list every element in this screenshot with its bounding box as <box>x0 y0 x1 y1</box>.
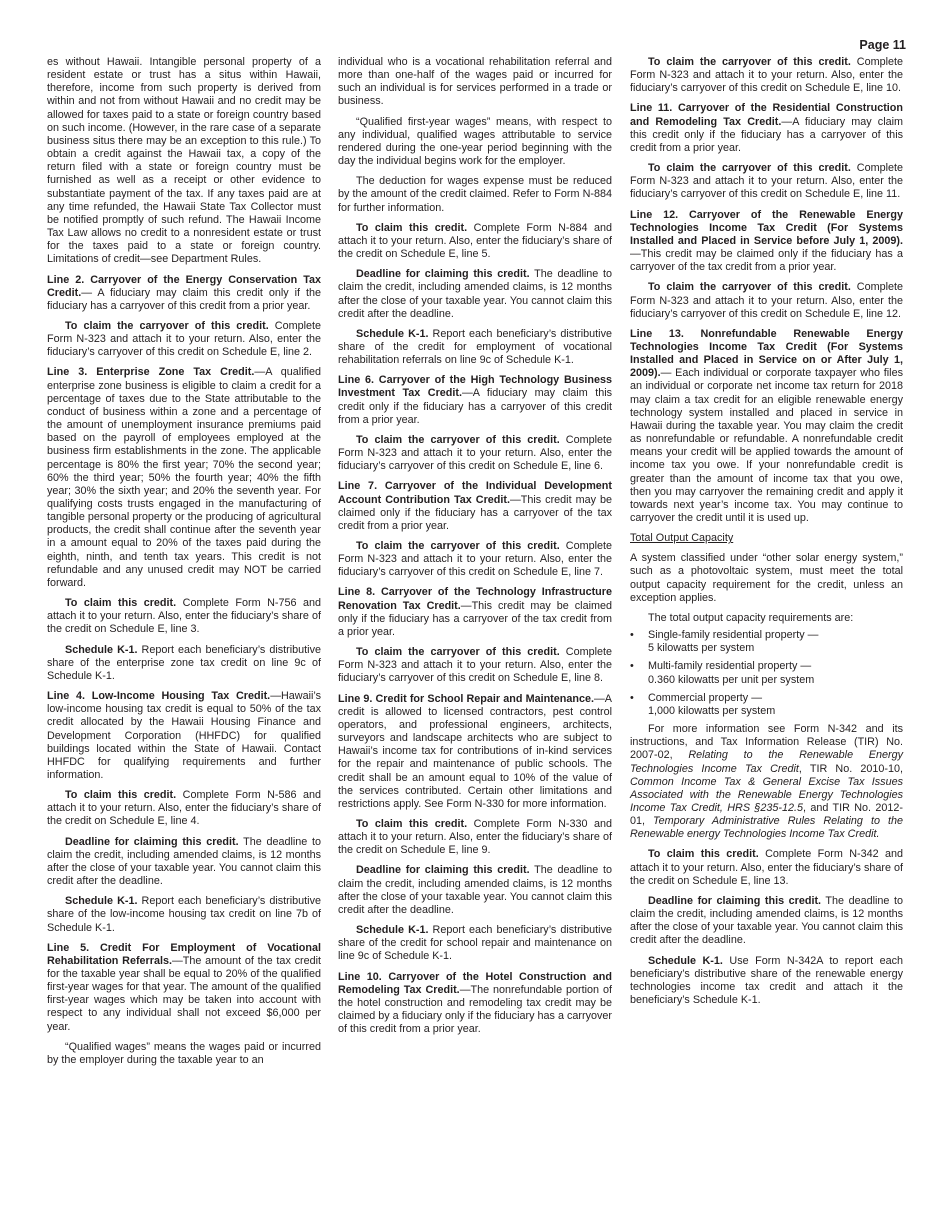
line-2-heading: Line 2. Carryover of the Energy Conservation Tax Credit. <box>47 273 321 299</box>
line-12-claim-heading: To claim the carryover of this credit. <box>648 281 851 294</box>
line-4-claim <box>47 789 321 828</box>
line-7-text: —This credit may be claimed only if the fiduciary has a carryover of the tax credit from a prior year. <box>338 493 612 532</box>
bullet-line-2: 1,000 kilowatts per system <box>648 704 776 717</box>
section-line-5 <box>47 942 321 1034</box>
line-10-claim-heading: To claim the carryover of this credit. <box>648 56 851 68</box>
total-output-capacity-title: Total Output Capacity <box>630 532 734 545</box>
line-11-claim-heading: To claim the carryover of this credit. <box>648 162 851 175</box>
line-9-deadline-text: The deadline to claim the credit, including amended claims, is 12 months after the close of your taxable year. You cannot claim this credit after the deadline. <box>338 864 612 916</box>
section-line-2 <box>47 274 321 313</box>
section-line-7 <box>338 480 612 533</box>
line-4-claim-heading: To claim this credit. <box>65 789 177 802</box>
total-output-capacity-heading <box>630 532 903 545</box>
line-3-text: —A qualified enterprise zone business is eligible to claim a credit for a percentage of taxes due to the State attributable to the conduct of business within a zone and a percentage of the amount of unemployment insurance premiums paid based on the payroll of employees employed at the business firm establishments in the zone. The applicable percentage is 80% the first year; 70% the second year; 60% the third year; 50% the fourth year; 40% the fifth year; 30% the sixth year; and 20% the seventh year. For qualifying costs trusts engaged in the manufacturing of tangible personal property or the producing of agricultural products, the credit shall continue after the seventh year in a amount equal to 20% of the taxes paid during the eighth, ninth, and tenth tax years. This credit is not refundable and any unused credit may NOT be carried forward. <box>47 366 322 589</box>
line-4-deadline <box>47 836 321 889</box>
bullet-line-2: 0.360 kilowatts per unit per system <box>648 673 815 686</box>
section-line-8 <box>338 586 612 639</box>
line-5-text: —The amount of the tax credit for the taxable year shall be equal to 20% of the qualified first-year wages for that year. The amount of the qualified first-year wages which may be taken into account with respect to any individual shall not exceed $6,000 per year. <box>47 954 322 1033</box>
line-3-k1-text: Report each beneficiary’s distributive share of the enterprise zone tax credit on line 9c of Schedule K-1. <box>47 643 321 682</box>
line-4-k1-heading: Schedule K-1. <box>65 895 138 908</box>
line-6-claim-heading: To claim the carryover of this credit. <box>356 433 560 446</box>
line-9-claim-heading: To claim this credit. <box>356 817 468 830</box>
line-13-heading: Line 13. Nonrefundable Renewable Energy Technologies Income Tax Credit (For Systems Installed and Placed in Service on or After July 1, 2009). <box>630 327 903 380</box>
line-13-deadline-heading: Deadline for claiming this credit. <box>648 894 822 907</box>
line-10-text: —The nonrefundable portion of the hotel construction and remodeling tax credit may be claimed by a fiduciary only if the fiduciary has a carryover of this credit from a prior year. <box>338 983 612 1036</box>
line-6-heading: Line 6. Carryover of the High Technology Business Investment Tax Credit. <box>338 374 612 400</box>
line-8-heading: Line 8. Carryover of the Technology Infrastructure Renovation Tax Credit. <box>338 586 612 612</box>
line-7-claim-heading: To claim the carryover of this credit. <box>356 540 560 552</box>
line-4-schedule-k1 <box>47 895 321 934</box>
line-9-heading: Line 9. Credit for School Repair and Maintenance. <box>338 692 594 705</box>
line-12-text: —This credit may be claimed only if the fiduciary has a carryover of the tax credit from a prior year. <box>630 248 903 274</box>
line-13-text: — Each individual or corporate taxpayer who files an individual or corporate net income tax return for 2018 may claim a tax credit for an eligible renewable energy technology system installed and placed in service in Hawaii during the taxable year. You may claim the credit as nonrefundable or refundable. A nonrefundable credit means your credit will be applied towards the amount of income tax you owe. If your nonrefundable credit is greater than the amount of income tax that you owe, then you may carryover the remaining credit and apply it towards next year’s income tax. You may continue to carryover the credit until it is used up. <box>630 367 903 524</box>
line-2-claim-text: Complete Form N-323 and attach it to your return. Also, enter the fiduciary’s carryover of this credit on Schedule E, line 2. <box>47 319 321 359</box>
line-10-claim <box>630 56 903 95</box>
line-3-claim-text: Complete Form N-756 and attach it to your return. Also, enter the fiduciary’s share of the credit on Schedule E, line 3. <box>47 597 322 636</box>
line-5-claim-text: Complete Form N-884 and attach it to your return. Also, enter the fiduciary’s share of the credit on Schedule E, line 5. <box>338 221 613 261</box>
line-4-claim-text: Complete Form N-586 and attach it to your return. Also, enter the fiduciary’s share of the credit on Schedule E, line 4. <box>47 789 322 828</box>
line-3-claim <box>47 597 321 636</box>
line-4-heading: Line 4. Low-Income Housing Tax Credit. <box>47 690 271 703</box>
line-6-claim <box>338 434 612 473</box>
line-5-claim-heading: To claim this credit. <box>356 221 468 234</box>
line-9-deadline <box>338 864 612 917</box>
line-13-claim <box>630 848 903 887</box>
more-information <box>630 723 903 841</box>
tir-2007-02-title: Relating to the Renewable Energy Technologies Income Tax Credit <box>630 749 903 775</box>
line-8-claim-heading: To claim the carryover of this credit. <box>356 646 560 659</box>
line-12-claim <box>630 281 903 320</box>
line-8-text: —This credit may be claimed only if the fiduciary has a carryover of the tax credit from a prior year. <box>338 599 612 638</box>
bullet-line-1: Multi-family residential property — <box>648 660 812 673</box>
line-5-claim <box>338 222 612 261</box>
line-13-schedule-k1 <box>630 955 903 1008</box>
line-5-qualified-wages: “Qualified wages” means the wages paid or incurred by the employer during the taxable year to an <box>47 1040 321 1066</box>
line-4-deadline-text: The deadline to claim the credit, including amended claims, is 12 months after the close of your taxable year. You cannot claim this credit after the deadline. <box>47 835 321 888</box>
line-5-k1-text: Report each beneficiary’s distributive share of the credit for employment of vocational rehabilitation referrals on line 9c of Schedule K-1. <box>338 327 612 367</box>
more-info-text-a: For more information see Form N-342 and its instructions, and Tax Information Release (TIR) No. 2007-02, <box>630 723 903 762</box>
line-13-k1-text: Use Form N-342A to report each beneficiary’s distributive share of the renewable energy technologies income tax credit and attach it the beneficiary’s Schedule K-1. <box>630 954 903 1006</box>
section-line-11 <box>630 102 903 155</box>
section-line-12 <box>630 209 903 275</box>
section-line-13 <box>630 328 903 525</box>
list-item <box>630 629 903 655</box>
line-13-deadline-text: The deadline to claim the credit, including amended claims, is 12 months after the close of your taxable year. You cannot claim this credit after the deadline. <box>630 894 903 947</box>
bullet-line-1: Single-family residential property — <box>648 629 819 642</box>
line-7-heading: Line 7. Carryover of the Individual Development Account Contribution Tax Credit. <box>338 480 612 506</box>
line-3-k1-heading: Schedule K-1. <box>65 643 138 656</box>
line-8-claim-text: Complete Form N-323 and attach it to your return. Also, enter the fiduciary’s carryover of this credit on Schedule E, line 8. <box>338 646 612 685</box>
total-output-capacity-intro: A system classified under “other solar energy system,” such as a photovoltaic system, must meet the total output capacity requirement for the credit, unless an exception applies. <box>630 552 903 604</box>
line-10-heading: Line 10. Carryover of the Hotel Construction and Remodeling Tax Credit. <box>338 970 612 996</box>
capacity-requirements-list <box>630 629 903 718</box>
line-13-claim-text: Complete Form N-342 and attach it to your return. Also, enter the fiduciary’s share of the credit on Schedule E, line 13. <box>630 848 903 887</box>
bullet-line-2: 5 kilowatts per system <box>648 642 755 655</box>
line-5-schedule-k1 <box>338 328 612 367</box>
line-5-deadline <box>338 268 612 321</box>
line-11-heading: Line 11. Carryover of the Residential Construction and Remodeling Tax Credit. <box>630 102 903 128</box>
line-10-claim-text: Complete Form N-323 and attach it to your return. Also, enter the fiduciary’s carryover of this credit on Schedule E, line 10. <box>630 56 903 95</box>
line-7-claim <box>338 540 612 579</box>
section-line-9 <box>338 693 612 811</box>
line-5-deduction: The deduction for wages expense must be reduced by the amount of the credit claimed. Refer to Form N-884 for further information. <box>338 175 612 214</box>
section-line-6 <box>338 374 612 427</box>
line-2-text: — A fiduciary may claim this credit only if the fiduciary has a carryover of this credit from a prior year. <box>47 286 321 312</box>
line-5-heading: Line 5. Credit For Employment of Vocational Rehabilitation Referrals. <box>47 941 321 967</box>
line-3-schedule-k1 <box>47 644 321 683</box>
line-9-k1-heading: Schedule K-1. <box>356 924 429 937</box>
line-13-deadline <box>630 895 903 948</box>
line-5-continued: individual who is a vocational rehabilitation referral and more than one-half of the wages paid or incurred for such an individual is for services performed in a trade or business. <box>338 56 612 108</box>
section-line-3 <box>47 366 321 590</box>
line-3-claim-heading: To claim this credit. <box>65 597 177 610</box>
line-4-deadline-heading: Deadline for claiming this credit. <box>65 835 239 848</box>
line-5-deadline-heading: Deadline for claiming this credit. <box>356 268 530 281</box>
section-line-10 <box>338 971 612 1037</box>
line-9-deadline-heading: Deadline for claiming this credit. <box>356 864 530 877</box>
list-item <box>630 660 903 686</box>
line-9-schedule-k1 <box>338 924 612 963</box>
column-2 <box>338 56 612 1043</box>
line-4-k1-text: Report each beneficiary’s distributive share of the low-income housing tax credit on line 7b of Schedule K-1. <box>47 895 321 934</box>
line-6-claim-text: Complete Form N-323 and attach it to your return. Also, enter the fiduciary’s carryover of this credit on Schedule E, line 6. <box>338 433 612 473</box>
tir-2010-10-title: Common Income Tax & General Excise Tax Issues Associated with the Renewable Energy Technologies Income Tax Credit, HRS §235-12.5 <box>630 775 903 814</box>
page-number: Page 11 <box>859 38 906 52</box>
list-item <box>630 692 903 718</box>
line-6-text: —A fiduciary may claim this credit only if the fiduciary has a carryover of this credit from a prior year. <box>338 387 612 426</box>
paragraph-foreign-tax-credit: es without Hawaii. Intangible personal property of a resident estate or trust has a situs within Hawaii, therefore, income from such property is derived from within and not from without Hawaii and no credit may be allowed for taxes paid to a state or foreign country based on such income. (However, in the rare case of a separate business situs there may be an exception to this rule.) To obtain a credit against the Hawaii tax, a copy of the return filed with a state or foreign country must be furnished as well as a receipt or other evidence to substantiate payment of the tax. If any taxes paid are at any time refunded, the Hawaii State Tax Collector must be notified promptly of such refund. The Hawaii Income Tax Law allows no credit to a nonresident estate or trust for the taxes paid to a state or foreign country. Limitations of credit—see Department Rules. <box>47 56 321 266</box>
line-5-first-year-wages: “Qualified first-year wages” means, with respect to any individual, qualified wages attributable to service rendered during the one-year period beginning with the day the individual begins work for the employer. <box>338 115 612 168</box>
column-3 <box>630 56 903 1014</box>
line-7-claim-text: Complete Form N-323 and attach it to your return. Also, enter the fiduciary’s carryover of this credit on Schedule E, line 7. <box>338 540 612 579</box>
line-13-claim-heading: To claim this credit. <box>648 848 759 861</box>
line-2-claim-heading: To claim the carryover of this credit. <box>65 319 269 332</box>
tir-2012-01-title: Temporary Administrative Rules Relating to the Renewable energy Technologies Income Tax Credit. <box>630 815 904 841</box>
line-2-claim <box>47 320 321 359</box>
line-12-heading: Line 12. Carryover of the Renewable Energy Technologies Income Tax Credit (For Systems Installed and Placed in Service before July 1, 2009). <box>630 208 903 247</box>
total-output-capacity-requirements: The total output capacity requirements are: <box>648 611 854 624</box>
line-3-heading: Line 3. Enterprise Zone Tax Credit. <box>47 366 255 379</box>
line-11-text: —A fiduciary may claim this credit only if the fiduciary has a carryover of this credit from a prior year. <box>630 115 903 154</box>
line-9-claim <box>338 818 612 857</box>
section-line-4 <box>47 690 321 782</box>
more-info-text-e: , and TIR No. 2012-01, <box>630 801 903 828</box>
line-9-text: —A credit is allowed to licensed contractors, pest control operators, and professional engineers, architects, surveyors and landscape architects who are subject to Hawaii’s income tax for contributions of in-kind services for the repair and maintenance of public schools. The credit shall be an amount equal to 10% of the value of the services contributed. Certain other limitations and restrictions apply. See Form N-330 for more information. <box>338 692 612 810</box>
bullet-line-1: Commercial property — <box>648 691 762 704</box>
column-1 <box>47 56 321 1074</box>
line-9-k1-text: Report each beneficiary’s distributive share of the credit for school repair and maintenance on line 9c of Schedule K-1. <box>338 924 612 963</box>
line-13-k1-heading: Schedule K-1. <box>648 954 723 967</box>
line-5-k1-heading: Schedule K-1. <box>356 327 429 340</box>
more-info-text-c: , TIR No. 2010-10, <box>798 762 903 775</box>
line-11-claim-text: Complete Form N-323 and attach it to your return. Also, enter the fiduciary’s carryover of this credit on Schedule E, line 11. <box>630 162 903 201</box>
line-4-text: —Hawaii’s low-income housing tax credit is equal to 50% of the tax credit allocated by the Hawaii Housing Finance and Development Corporation (HHFDC) for qualified buildings located within the State of Hawaii. Contact HHFDC for qualifying requirements and further information. <box>47 690 321 781</box>
line-11-claim <box>630 162 903 201</box>
line-12-claim-text: Complete Form N-323 and attach it to your return. Also, enter the fiduciary’s carryover of this credit on Schedule E, line 12. <box>630 281 903 320</box>
line-9-claim-text: Complete Form N-330 and attach it to your return. Also, enter the fiduciary’s share of the credit on Schedule E, line 9. <box>338 817 613 857</box>
line-5-deadline-text: The deadline to claim the credit, including amended claims, is 12 months after the close of your taxable year. You cannot claim this credit after the deadline. <box>338 268 612 320</box>
line-8-claim <box>338 646 612 685</box>
